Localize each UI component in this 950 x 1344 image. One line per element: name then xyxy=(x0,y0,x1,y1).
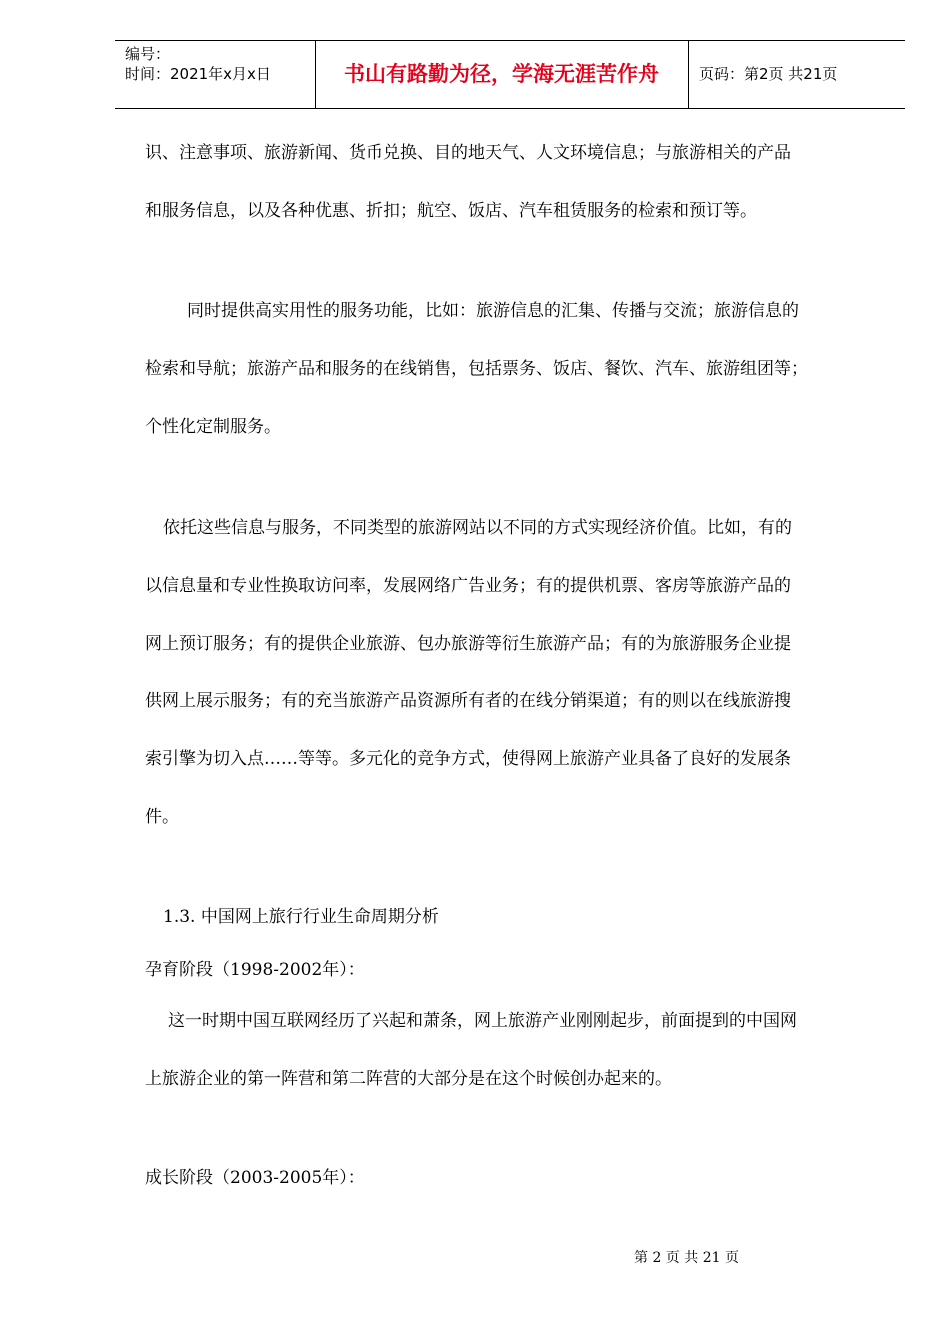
body-line-6: 依托这些信息与服务，不同类型的旅游网站以不同的方式实现经济价值。比如，有的 xyxy=(163,518,792,538)
header-motto: 书山有路勤为径，学海无涯苦作舟 xyxy=(315,41,689,108)
header-meta-cell xyxy=(115,41,316,108)
body-line-1: 识、注意事项、旅游新闻、货币兑换、目的地天气、人文环境信息；与旅游相关的产品 xyxy=(145,143,791,163)
header-page-label: 页码：第2页 共21页 xyxy=(699,65,838,83)
body-line-5: 个性化定制服务。 xyxy=(145,417,281,437)
body-line-9: 供网上展示服务；有的充当旅游产品资源所有者的在线分销渠道；有的则以在线旅游搜 xyxy=(145,691,791,711)
body-line-13: 上旅游企业的第一阵营和第二阵营的大部分是在这个时候创办起来的。 xyxy=(145,1069,672,1089)
time-label: 时间：2021年x月x日 xyxy=(125,65,271,83)
body-line-8: 网上预订服务；有的提供企业旅游、包办旅游等衍生旅游产品；有的为旅游服务企业提 xyxy=(145,634,791,654)
body-line-7: 以信息量和专业性换取访问率，发展网络广告业务；有的提供机票、客房等旅游产品的 xyxy=(145,576,791,596)
body-line-10: 索引擎为切入点……等等。多元化的竞争方式，使得网上旅游产业具备了良好的发展条 xyxy=(145,749,791,769)
body-line-11: 件。 xyxy=(145,807,179,827)
stage-heading-2: 成长阶段（2003-2005年）： xyxy=(145,1168,365,1188)
body-line-2: 和服务信息，以及各种优惠、折扣；航空、饭店、汽车租赁服务的检索和预订等。 xyxy=(145,201,757,221)
body-line-12: 这一时期中国互联网经历了兴起和萧条，网上旅游产业刚刚起步，前面提到的中国网 xyxy=(168,1011,797,1031)
stage-heading-1: 孕育阶段（1998-2002年）： xyxy=(145,960,365,980)
body-line-4: 检索和导航；旅游产品和服务的在线销售，包括票务、饭店、餐饮、汽车、旅游组团等； xyxy=(145,359,808,379)
number-label: 编号： xyxy=(125,45,171,63)
body-line-3: 同时提供高实用性的服务功能，比如：旅游信息的汇集、传播与交流；旅游信息的 xyxy=(187,301,799,321)
footer-page-number: 第 2 页 共 21 页 xyxy=(634,1250,739,1266)
section-heading: 1.3. 中国网上旅行行业生命周期分析 xyxy=(163,907,439,927)
page-header xyxy=(115,40,905,109)
